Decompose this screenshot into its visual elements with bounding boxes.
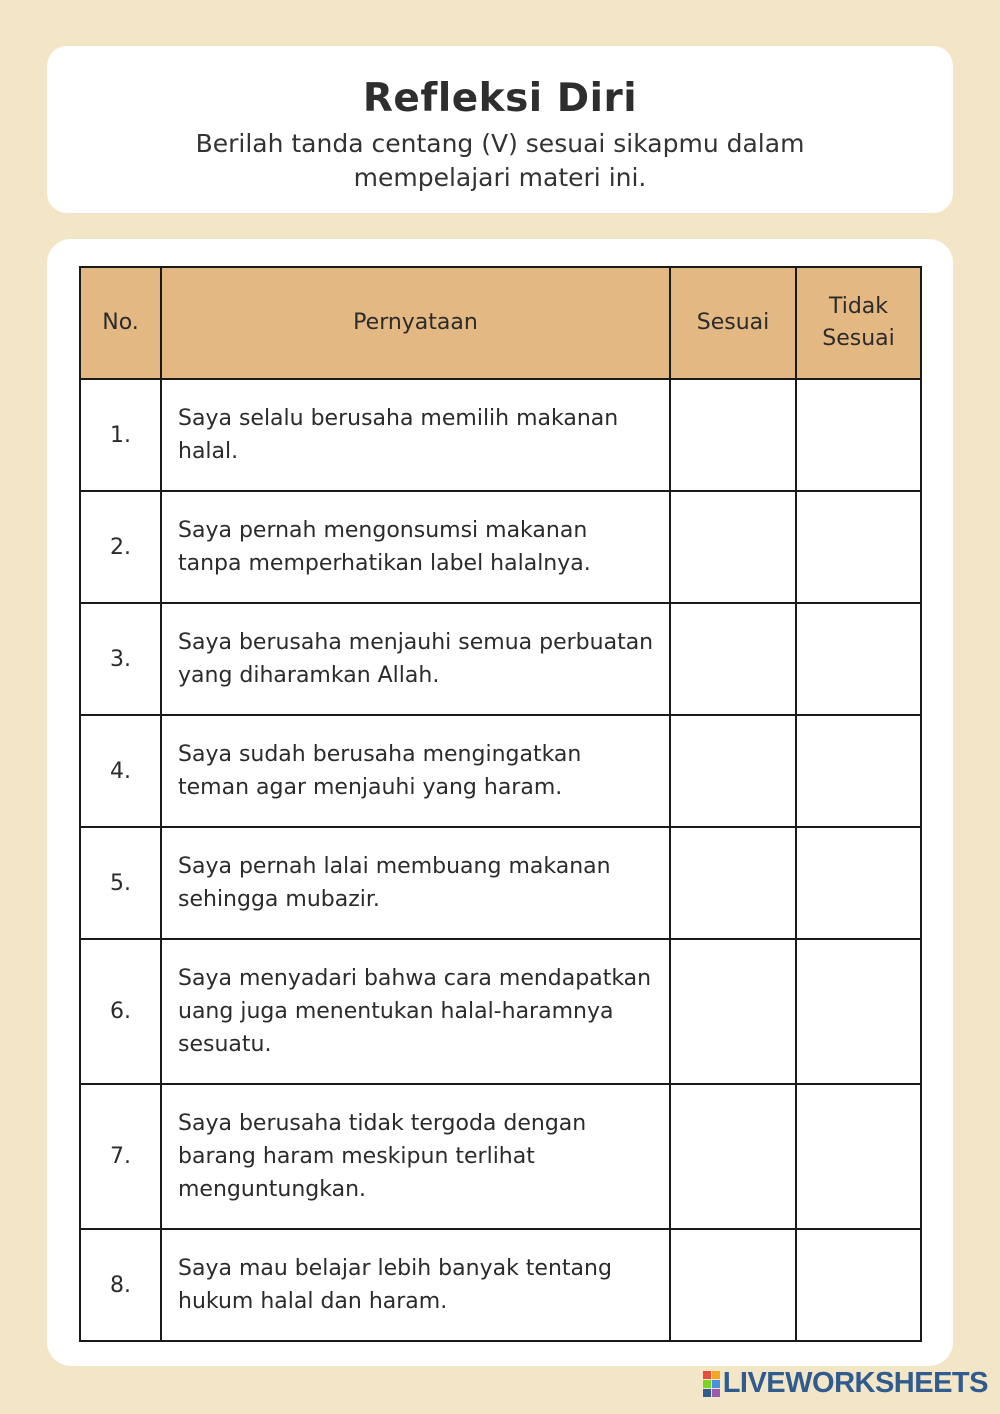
row-number: 1. [80, 379, 161, 491]
table-row [80, 939, 921, 1084]
page-title: Refleksi Diri [362, 76, 638, 121]
logo-text: LIVEWORKSHEETS [722, 1367, 988, 1399]
column-header-no: No. [80, 267, 161, 379]
table-row [80, 379, 921, 491]
row-statement: Saya menyadari bahwa cara mendapatkan uang juga menentukan halal-haramnya sesuatu. [161, 939, 670, 1084]
row-statement: Saya mau belajar lebih banyak tentang hukum halal dan haram. [161, 1229, 670, 1341]
disagree-checkbox-cell[interactable] [796, 715, 921, 827]
agree-checkbox-cell[interactable] [670, 603, 796, 715]
disagree-checkbox-cell[interactable] [796, 1229, 921, 1341]
table-row [80, 827, 921, 939]
row-number: 3. [80, 603, 161, 715]
table-row [80, 491, 921, 603]
table-header-row [80, 267, 921, 379]
agree-checkbox-cell[interactable] [670, 491, 796, 603]
row-number: 6. [80, 939, 161, 1084]
agree-checkbox-cell[interactable] [670, 827, 796, 939]
liveworksheets-logo[interactable] [703, 1367, 988, 1400]
table-row [80, 1084, 921, 1229]
row-number: 7. [80, 1084, 161, 1229]
disagree-checkbox-cell[interactable] [796, 379, 921, 491]
row-number: 5. [80, 827, 161, 939]
instructions-text: Berilah tanda centang (V) sesuai sikapmu dalam mempelajari materi ini. [195, 128, 805, 192]
logo-block [703, 1389, 711, 1397]
logo-block [703, 1371, 711, 1379]
row-number: 4. [80, 715, 161, 827]
reflection-table [79, 266, 922, 1342]
row-statement: Saya pernah mengonsumsi makanan tanpa memperhatikan label halalnya. [161, 491, 670, 603]
table-card [47, 239, 953, 1366]
column-header-disagree [796, 267, 921, 379]
logo-blocks-icon [703, 1371, 720, 1397]
agree-checkbox-cell[interactable] [670, 1084, 796, 1229]
logo-block [712, 1371, 720, 1379]
row-statement: Saya berusaha tidak tergoda dengan barang haram meskipun terlihat menguntungkan. [161, 1084, 670, 1229]
agree-checkbox-cell[interactable] [670, 939, 796, 1084]
row-number: 8. [80, 1229, 161, 1341]
agree-checkbox-cell[interactable] [670, 1229, 796, 1341]
row-number: 2. [80, 491, 161, 603]
row-statement: Saya selalu berusaha memilih makanan halal. [161, 379, 670, 491]
column-header-agree: Sesuai [670, 267, 796, 379]
disagree-checkbox-cell[interactable] [796, 1084, 921, 1229]
table-row [80, 715, 921, 827]
row-statement: Saya berusaha menjauhi semua perbuatan yang diharamkan Allah. [161, 603, 670, 715]
header-card [47, 46, 953, 213]
table-row [80, 603, 921, 715]
table-row [80, 1229, 921, 1341]
agree-checkbox-cell[interactable] [670, 715, 796, 827]
logo-block [712, 1389, 720, 1397]
column-header-disagree-label: Tidak Sesuai [822, 294, 895, 351]
row-statement: Saya pernah lalai membuang makanan sehingga mubazir. [161, 827, 670, 939]
column-header-statement: Pernyataan [161, 267, 670, 379]
agree-checkbox-cell[interactable] [670, 379, 796, 491]
disagree-checkbox-cell[interactable] [796, 603, 921, 715]
disagree-checkbox-cell[interactable] [796, 491, 921, 603]
logo-block [703, 1380, 711, 1388]
logo-block [712, 1380, 720, 1388]
disagree-checkbox-cell[interactable] [796, 827, 921, 939]
row-statement: Saya sudah berusaha mengingatkan teman agar menjauhi yang haram. [161, 715, 670, 827]
disagree-checkbox-cell[interactable] [796, 939, 921, 1084]
